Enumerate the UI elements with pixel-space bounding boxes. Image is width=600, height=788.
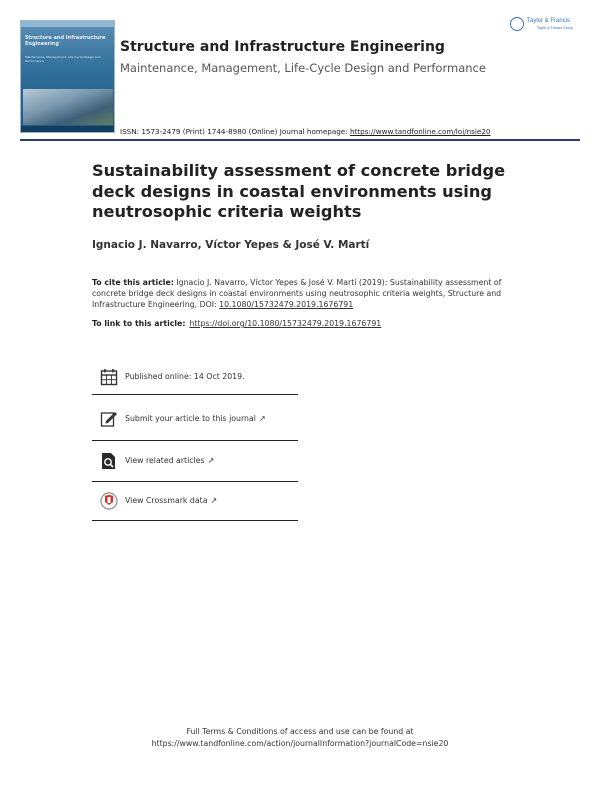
crossmark-icon — [100, 492, 118, 510]
published-online-label: Published online: 14 Oct 2019. — [125, 372, 245, 381]
row-divider — [92, 394, 298, 395]
cover-title: Structure and Infrastructure Engineering — [25, 35, 106, 47]
related-articles-label — [125, 456, 214, 465]
footer-terms-link[interactable]: https://www.tandfonline.com/action/journalInformation?journalCode=nsie20 — [151, 739, 449, 748]
cover-subtitle: Maintenance, Management, Life-Cycle Design and Performance — [25, 55, 101, 63]
header-divider — [20, 139, 580, 141]
row-divider — [92, 481, 298, 482]
external-link-icon: ↗ — [258, 414, 266, 423]
external-link-icon: ↗ — [210, 496, 218, 505]
citation-doi-link[interactable]: 10.1080/15732479.2019.1676791 — [219, 300, 354, 309]
citation-block — [92, 277, 512, 310]
document-search-icon — [100, 452, 118, 470]
external-link-icon: ↗ — [207, 456, 215, 465]
article-link-label: To link to this article: — [92, 319, 186, 328]
citation-label: To cite this article: — [92, 278, 174, 287]
publisher-logo-icon — [510, 17, 524, 31]
edit-icon — [100, 410, 118, 428]
cover-photo — [23, 89, 113, 125]
submit-article-link[interactable] — [92, 402, 298, 436]
crossmark-link[interactable] — [92, 484, 298, 518]
row-divider — [92, 520, 298, 521]
journal-title: Structure and Infrastructure Engineering — [120, 39, 445, 55]
journal-homepage-link[interactable]: https://www.tandfonline.com/loi/nsie20 — [349, 127, 491, 136]
calendar-icon — [100, 368, 118, 386]
related-articles-text: View related articles — [125, 456, 205, 465]
article-title: Sustainability assessment of concrete bridge deck designs in coastal environments using neutrosophic criteria weights — [92, 161, 506, 221]
journal-subtitle: Maintenance, Management, Life-Cycle Design and Performance — [120, 61, 486, 75]
journal-cover-image — [20, 20, 115, 133]
crossmark-label — [125, 496, 217, 505]
article-link-line — [92, 319, 381, 328]
footer — [0, 726, 600, 750]
related-articles-link[interactable] — [92, 444, 298, 478]
publisher-logo-name: Taylor & Francis — [527, 18, 571, 24]
cover-top-band — [21, 21, 114, 27]
issn-line — [120, 127, 491, 136]
submit-article-label — [125, 414, 266, 423]
citation-text: Ignacio J. Navarro, Víctor Yepes & José V. Martí (2019): Sustainability assessment of concrete bridge deck designs in coastal environments using neutrosophic criteria weights, Structure and Infrastructure Engineering, DOI: — [92, 278, 502, 309]
published-online-row — [92, 360, 298, 394]
footer-terms-text: Full Terms & Conditions of access and use can be found at — [186, 727, 414, 736]
publisher-logo-group: Taylor & Francis Group — [537, 26, 573, 30]
crossmark-text: View Crossmark data — [125, 496, 208, 505]
publisher-logo[interactable] — [510, 17, 582, 35]
submit-article-text: Submit your article to this journal — [125, 414, 256, 423]
article-authors: Ignacio J. Navarro, Víctor Yepes & José V. Martí — [92, 239, 370, 251]
cover-bottom-band — [21, 126, 114, 132]
row-divider — [92, 440, 298, 441]
article-doi-link[interactable]: https://doi.org/10.1080/15732479.2019.1676791 — [189, 319, 382, 328]
issn-text: ISSN: 1573-2479 (Print) 1744-8980 (Online) Journal homepage: — [120, 127, 350, 136]
